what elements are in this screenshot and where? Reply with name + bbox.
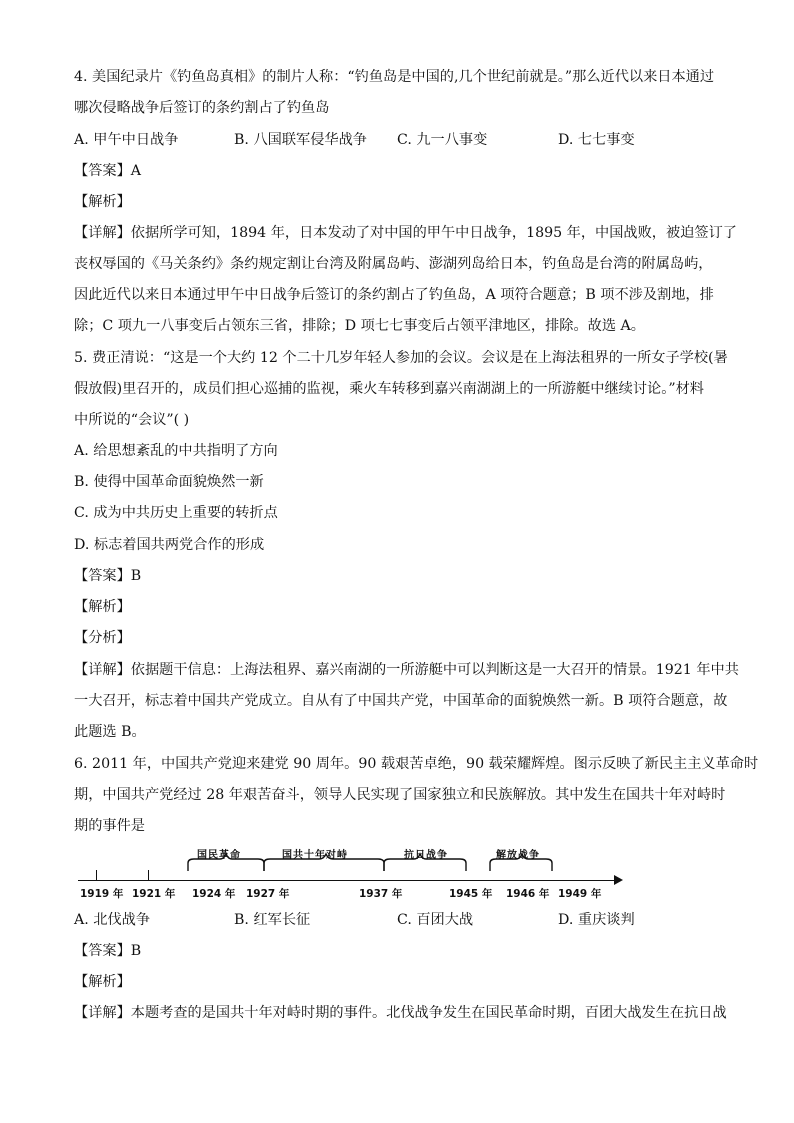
q6-analysis-tag: 【解析】 (74, 974, 131, 990)
q6-option-d: D. 重庆谈判 (558, 912, 635, 928)
q5-option-b: B. 使得中国革命面貌焕然一新 (74, 474, 264, 490)
q5-stem-line-2: 假放假)里召开的，成员们担心巡捕的监视，乘火车转移到嘉兴南湖湖上的一所游艇中继续讨论。”材料 (74, 381, 704, 397)
timeline-tick (96, 870, 97, 880)
q5-option-d: D. 标志着国共两党合作的形成 (74, 537, 265, 553)
timeline-figure (74, 843, 634, 901)
q4-option-b: B. 八国联军侵华战争 (234, 132, 367, 148)
q6-option-c: C. 百团大战 (397, 912, 474, 928)
q5-detail-line-3: 此题选 B。 (74, 724, 146, 740)
q6-option-b: B. 红军长征 (234, 912, 311, 928)
q4-detail-line-1 (74, 223, 737, 243)
timeline-arrow-icon (614, 875, 623, 885)
answer-value: A (130, 163, 142, 179)
answer-tag: 【答案】 (74, 163, 131, 179)
q5-stem-line-1: 5. 费正清说：“这是一个大约 12 个二十几岁年轻人参加的会议。会议是在上海法租界的一所女子学校(暑 (74, 350, 728, 366)
q6-detail-line-1 (74, 1003, 727, 1023)
period-label: 抗日战争 (404, 850, 448, 861)
q6-stem-line-3: 期的事件是 (74, 818, 145, 834)
answer-tag: 【答案】 (74, 568, 131, 584)
q4-option-a: A. 甲午中日战争 (74, 132, 179, 148)
q4-stem-line-2: 哪次侵略战争后签订的条约割占了钓鱼岛 (74, 100, 330, 116)
detail-text: 依据题干信息：上海法租界、嘉兴南湖的一所游艇中可以判断这是一大召开的情景。1921 年中共 (130, 662, 739, 678)
q4-option-c: C. 九一八事变 (397, 132, 488, 148)
q5-stem-line-3: 中所说的“会议”( ) (74, 412, 190, 428)
q5-analysis-tag: 【解析】 (74, 599, 131, 615)
timeline-tick (148, 870, 149, 880)
answer-value: B (130, 568, 142, 584)
year-label: 1937 年 (359, 888, 403, 900)
q4-detail-line-4: 除；C 项九一八事变后占领东三省，排除；D 项七七事变后占领平津地区，排除。故选 A。 (74, 318, 645, 334)
timeline-axis (78, 880, 618, 881)
year-label: 1946 年 (506, 888, 550, 900)
q6-stem-line-1: 6. 2011 年，中国共产党迎来建党 90 周年。90 载艰苦卓绝，90 载荣耀辉煌。图示反映了新民主主义革命时 (74, 756, 759, 772)
detail-tag: 【详解】 (74, 662, 131, 678)
timeline-braces (74, 843, 634, 873)
q6-stem-line-2: 期，中国共产党经过 28 年艰苦奋斗，领导人民实现了国家独立和民族解放。其中发生在国共十年对峙时 (74, 787, 726, 803)
q4-answer (74, 161, 141, 181)
period-label: 国民革命 (197, 850, 241, 861)
year-label: 1945 年 (449, 888, 493, 900)
year-label: 1924 年 (192, 888, 236, 900)
q4-option-d: D. 七七事变 (558, 132, 635, 148)
q5-option-c: C. 成为中共历史上重要的转折点 (74, 505, 278, 521)
answer-tag: 【答案】 (74, 943, 131, 959)
q5-fenxi-tag: 【分析】 (74, 630, 131, 646)
q6-answer (74, 941, 141, 961)
year-label: 1921 年 (132, 888, 176, 900)
q5-option-a: A. 给思想紊乱的中共指明了方向 (74, 443, 278, 459)
q5-detail-line-1 (74, 660, 739, 680)
period-label: 国共十年对峙 (282, 850, 348, 861)
year-label: 1927 年 (246, 888, 290, 900)
q4-stem-line-1: 4. 美国纪录片《钓鱼岛真相》的制片人称：“钓鱼岛是中国的,几个世纪前就是。”那么近代以来日本通过 (74, 69, 715, 85)
detail-tag: 【详解】 (74, 225, 131, 241)
q5-detail-line-2: 一大召开，标志着中国共产党成立。自从有了中国共产党，中国革命的面貌焕然一新。B 项符合题意，故 (74, 693, 728, 709)
q4-detail-line-2: 丧权辱国的《马关条约》条约规定割让台湾及附属岛屿、澎湖列岛给日本，钓鱼岛是台湾的附属岛屿， (74, 256, 713, 272)
year-label: 1949 年 (558, 888, 602, 900)
detail-text: 本题考查的是国共十年对峙时期的事件。北伐战争发生在国民革命时期，百团大战发生在抗日战 (130, 1005, 727, 1021)
q4-detail-line-3: 因此近代以来日本通过甲午中日战争后签订的条约割占了钓鱼岛，A 项符合题意；B 项不涉及割地，排 (74, 287, 714, 303)
answer-value: B (130, 943, 142, 959)
period-label: 解放战争 (496, 850, 540, 861)
q6-option-a: A. 北伐战争 (74, 912, 151, 928)
detail-tag: 【详解】 (74, 1005, 131, 1021)
detail-text: 依据所学可知，1894 年，日本发动了对中国的甲午中日战争，1895 年，中国战败，被迫签订了 (130, 225, 737, 241)
year-label: 1919 年 (80, 888, 124, 900)
q4-analysis-tag: 【解析】 (74, 194, 131, 210)
q5-answer (74, 566, 141, 586)
